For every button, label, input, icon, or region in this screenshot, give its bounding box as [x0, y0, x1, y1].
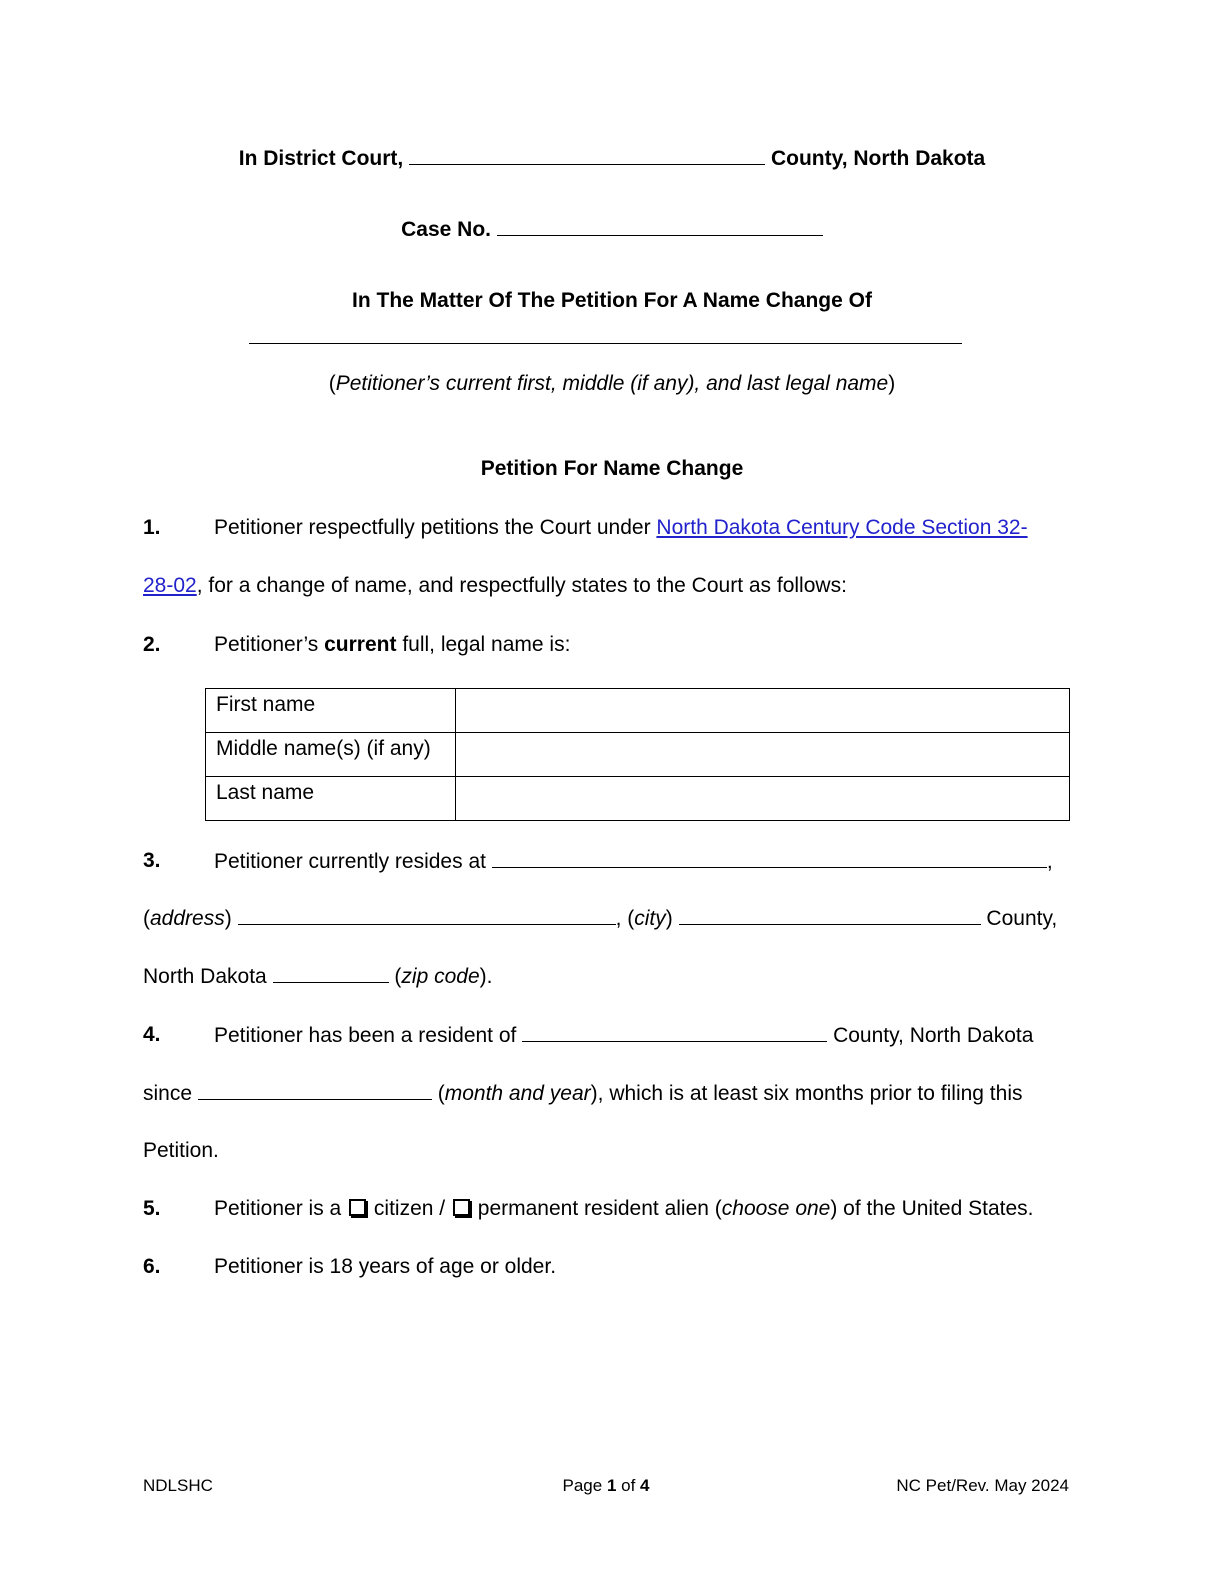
item-4-text [214, 1023, 1033, 1048]
item-2-text-b: full, legal name is: [396, 633, 571, 656]
page-total: 4 [640, 1476, 650, 1495]
item-6-text: Petitioner is 18 years of age or older. [214, 1255, 557, 1278]
ndcc-link-part-2[interactable]: 28-02 [143, 574, 197, 597]
case-number-line [0, 217, 1224, 242]
item-4-line-2 [143, 1081, 1022, 1106]
city-sep: , ( [615, 907, 635, 930]
item-2-number: 2. [143, 633, 161, 656]
zip-code-blank[interactable] [273, 964, 389, 983]
city-label: city [634, 907, 666, 930]
item-2-text [214, 633, 570, 657]
item-2-text-a: Petitioner’s [214, 633, 325, 656]
county-residence-blank[interactable] [679, 906, 981, 925]
footer-right: NC Pet/Rev. May 2024 [896, 1476, 1069, 1495]
last-name-label: Last name [206, 777, 456, 821]
caption-close: ) [888, 372, 896, 395]
item-3-line-2 [143, 906, 1057, 931]
table-row [206, 733, 1070, 777]
first-name-field[interactable] [456, 689, 1070, 733]
caption-text: Petitioner’s current first, middle (if any), and last legal name [335, 372, 889, 395]
name-table [205, 688, 1070, 821]
permanent-resident-checkbox[interactable] [453, 1199, 470, 1216]
resident-county-blank[interactable] [522, 1023, 827, 1042]
item-3-number: 3. [143, 849, 161, 872]
since-label: since [143, 1082, 193, 1105]
middle-name-field[interactable] [456, 733, 1070, 777]
county-label: County, [986, 907, 1058, 930]
court-prefix: In District Court, [238, 147, 404, 170]
choose-one-label: choose one [721, 1197, 831, 1220]
item-5-text-a: Petitioner is a [214, 1197, 348, 1220]
item-2-bold: current [324, 633, 397, 656]
footer-left: NDLSHC [143, 1476, 213, 1495]
item-1-text-b: , for a change of name, and respectfully states to the Court as follows: [196, 574, 847, 597]
item-6-number: 6. [143, 1255, 161, 1278]
address-label: address [150, 907, 225, 930]
citizen-checkbox[interactable] [349, 1199, 366, 1216]
city-blank[interactable] [238, 906, 616, 925]
address-blank[interactable] [492, 849, 1047, 868]
page-current: 1 [606, 1476, 617, 1495]
caption-open: ( [328, 372, 336, 395]
state-label: North Dakota [143, 965, 267, 988]
city-close: ) [665, 907, 673, 930]
table-row [206, 777, 1070, 821]
page-prefix: Page [562, 1476, 607, 1495]
item-4-number: 4. [143, 1023, 161, 1046]
table-row [206, 689, 1070, 733]
matter-title: In The Matter Of The Petition For A Name Change Of [352, 289, 872, 312]
case-label: Case No. [401, 218, 492, 241]
month-year-open: ( [437, 1082, 445, 1105]
first-name-label: First name [206, 689, 456, 733]
court-line [0, 146, 1224, 171]
item-5-number: 5. [143, 1197, 161, 1220]
middle-name-label: Middle name(s) (if any) [206, 733, 456, 777]
month-year-close: ), which is at least six months prior to filing this [590, 1082, 1023, 1105]
month-year-label: month and year [444, 1082, 591, 1105]
name-caption [0, 372, 1224, 396]
item-3-comma: , [1046, 850, 1053, 873]
zip-open: ( [394, 965, 402, 988]
address-open: ( [143, 907, 150, 930]
zip-close: ). [479, 965, 493, 988]
item-1-text-a: Petitioner respectfully petitions the Court under [214, 516, 657, 539]
item-3-text [214, 849, 1053, 874]
item-3-text-a: Petitioner currently resides at [214, 850, 486, 873]
item-1-continued [143, 574, 847, 598]
item-4-line-3: Petition. [143, 1139, 219, 1162]
item-4-text-b: County, North Dakota [833, 1024, 1034, 1047]
since-date-blank[interactable] [198, 1081, 432, 1100]
court-suffix: County, North Dakota [770, 147, 986, 170]
permanent-resident-label: permanent resident alien ( [471, 1197, 722, 1220]
page-mid: of [616, 1476, 641, 1495]
item-1-number: 1. [143, 516, 161, 539]
citizen-label: citizen / [368, 1197, 451, 1220]
item-5-end: ) of the United States. [830, 1197, 1034, 1220]
item-1-text [214, 516, 1028, 540]
ndcc-link-part-1[interactable]: North Dakota Century Code Section 32- [656, 516, 1028, 539]
case-number-blank[interactable] [497, 217, 823, 236]
document-title: Petition For Name Change [480, 457, 744, 480]
item-5-text [214, 1197, 1033, 1221]
address-close: ) [224, 907, 232, 930]
item-3-line-3 [143, 964, 492, 989]
item-4-text-a: Petitioner has been a resident of [214, 1024, 517, 1047]
petitioner-name-blank[interactable] [249, 343, 962, 344]
zip-label: zip code [401, 965, 480, 988]
county-blank[interactable] [409, 146, 765, 165]
last-name-field[interactable] [456, 777, 1070, 821]
